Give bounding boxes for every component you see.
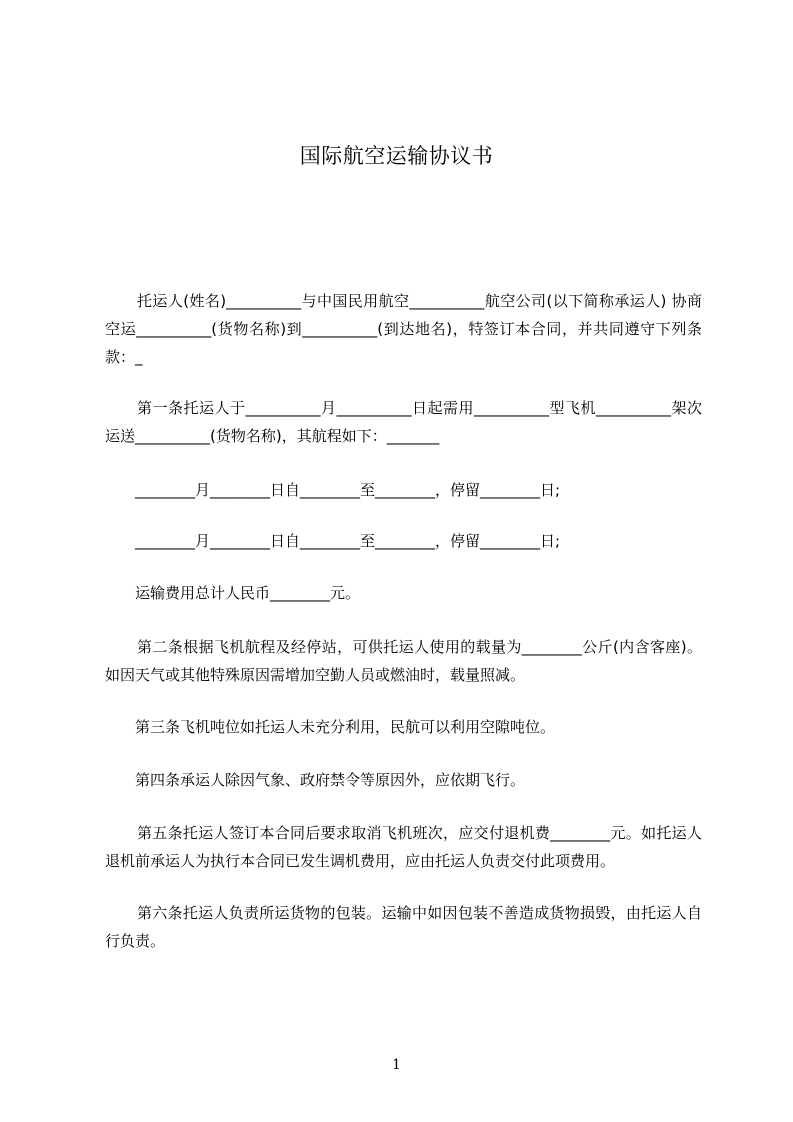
paragraph-article-6: 第六条托运人负责所运货物的包装。运输中如因包装不善造成货物损毁，由托运人自行负责。	[105, 904, 702, 950]
paragraph-article-5: 第五条托运人签订本合同后要求取消飞机班次，应交付退机费________元。如托运人退机前承运人为执行本合同已发生调机费用，应由托运人负责交付此项费用。	[105, 824, 702, 870]
paragraph-article-1: 第一条托运人于__________月__________日起需用__________型飞机__________架次运送__________(货物名称)，其航程如下：_______	[105, 399, 702, 445]
paragraph-route-2: ________月________日自________至________，停留________日;	[135, 532, 561, 550]
document-title: 国际航空运输协议书	[299, 144, 494, 168]
page-number: 1	[392, 1057, 401, 1073]
paragraph-article-4: 第四条承运人除因气象、政府禁令等原因外，应依期飞行。	[135, 771, 526, 789]
paragraph-article-3: 第三条飞机吨位如托运人未充分利用，民航可以利用空隙吨位。	[135, 718, 556, 736]
paragraph-transport-fee: 运输费用总计人民币________元。	[135, 584, 361, 602]
paragraph-route-1: ________月________日自________至________，停留________日;	[135, 481, 561, 499]
paragraph-intro: 托运人(姓名)__________与中国民用航空__________航空公司(以下简称承运人) 协商空运__________(货物名称)到__________(到达地名)，特签订本合同，并共同遵守下列条款：_	[105, 292, 702, 366]
paragraph-article-2: 第二条根据飞机航程及经停站，可供托运人使用的载量为________公斤(内含客座)。如因天气或其他特殊原因需增加空勤人员或燃油时，载量照减。	[105, 638, 702, 684]
